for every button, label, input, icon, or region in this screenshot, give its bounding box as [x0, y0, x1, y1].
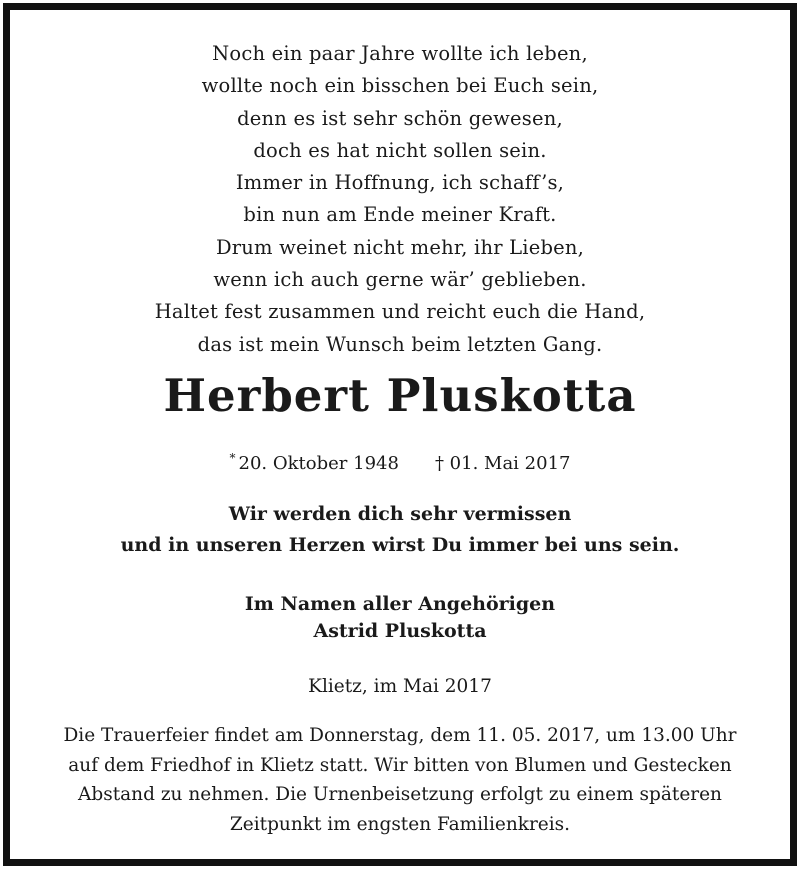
poem-line: Noch ein paar Jahre wollte ich leben,	[212, 42, 588, 65]
obituary-frame	[3, 3, 797, 866]
place-and-date: Klietz, im Mai 2017	[308, 676, 492, 697]
poem-line: bin nun am Ende meiner Kraft.	[243, 203, 557, 227]
death-cross-icon: †	[434, 453, 444, 474]
poem-line: doch es hat nicht sollen sein.	[253, 138, 547, 162]
notice-line: Zeitpunkt im engsten Familienkreis.	[229, 813, 571, 835]
family-signature	[10, 591, 790, 645]
poem-line: Haltet fest zusammen und reicht euch die Hand,	[154, 300, 646, 324]
poem-line: Drum weinet nicht mehr, ihr Lieben,	[215, 235, 585, 259]
farewell-line: Wir werden dich sehr vermissen	[228, 503, 572, 525]
poem-line: Immer in Hoffnung, ich schaff’s,	[235, 171, 565, 195]
poem-line: wollte noch ein bisschen bei Euch sein,	[201, 74, 599, 98]
birth-date: 20. Oktober 1948	[238, 453, 399, 474]
deceased-name: Herbert Pluskotta	[163, 369, 637, 422]
notice-line: Die Trauerfeier findet am Donnerstag, dem 11. 05. 2017, um 13.00 Uhr	[63, 725, 737, 746]
family-line: Im Namen aller Angehörigen	[244, 593, 556, 615]
poem-line: wenn ich auch gerne wär’ geblieben.	[213, 268, 587, 292]
farewell-line: und in unseren Herzen wirst Du immer bei uns sein.	[120, 534, 680, 556]
poem-line: das ist mein Wunsch beim letzten Gang.	[197, 332, 603, 356]
farewell-message	[10, 499, 790, 561]
memorial-poem	[10, 38, 790, 361]
life-dates	[10, 446, 790, 476]
birth-star-icon: *	[229, 451, 236, 465]
signer-name: Astrid Pluskotta	[313, 620, 487, 642]
notice-line: Abstand zu nehmen. Die Urnenbeisetzung erfolgt zu einem späteren	[78, 784, 722, 805]
poem-line: denn es ist sehr schön gewesen,	[237, 106, 563, 130]
funeral-notice	[10, 721, 790, 839]
death-date: 01. Mai 2017	[449, 453, 571, 474]
notice-line: auf dem Friedhof in Klietz statt. Wir bitten von Blumen und Gestecken	[68, 754, 732, 776]
